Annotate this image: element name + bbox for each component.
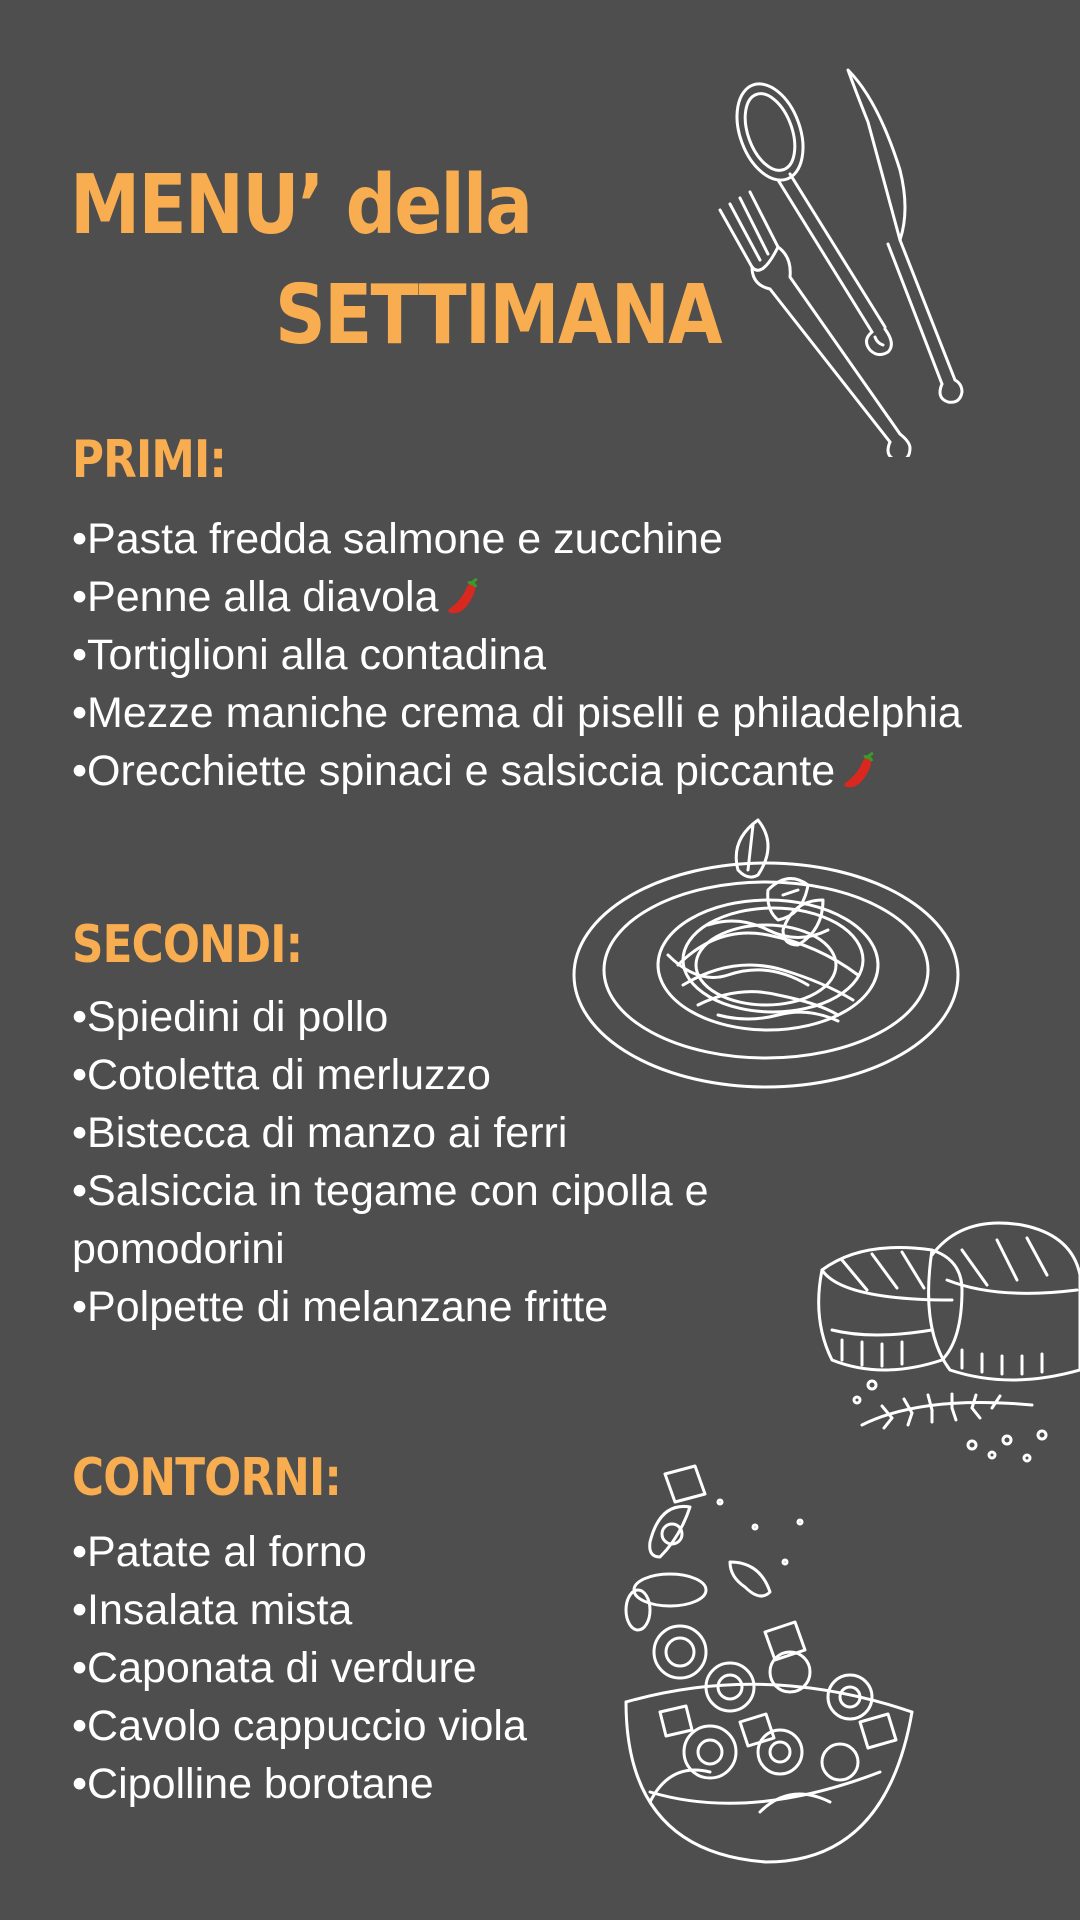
list-item — [72, 742, 962, 800]
chili-pepper-icon — [445, 577, 483, 617]
item-text: •Mezze maniche crema di piselli e philadelphia — [72, 689, 962, 737]
secondi-list — [72, 988, 772, 1336]
item-text: •Salsiccia in tegame con cipolla e pomodorini — [72, 1167, 709, 1273]
item-text: •Penne alla diavola — [72, 573, 439, 621]
steak-illustration — [812, 1220, 1080, 1470]
list-item — [72, 1581, 527, 1639]
list-item — [72, 1046, 772, 1104]
list-item — [72, 1523, 527, 1581]
menu-title-line-1: MENU’ della — [70, 158, 532, 253]
item-text: •Bistecca di manzo ai ferri — [72, 1109, 568, 1157]
list-item — [72, 626, 962, 684]
item-text: •Cipolline borotane — [72, 1760, 434, 1808]
list-item — [72, 1162, 772, 1278]
contorni-list — [72, 1523, 527, 1813]
list-item — [72, 510, 962, 568]
list-item — [72, 568, 962, 626]
cutlery-illustration — [700, 62, 990, 457]
primi-list — [72, 510, 962, 800]
list-item — [72, 684, 962, 742]
list-item — [72, 1278, 772, 1336]
item-text: •Orecchiette spinaci e salsiccia piccante — [72, 747, 836, 795]
item-text: •Spiedini di pollo — [72, 993, 389, 1041]
chili-pepper-icon — [841, 751, 879, 791]
list-item — [72, 1755, 527, 1813]
list-item — [72, 988, 772, 1046]
item-text: •Insalata mista — [72, 1586, 353, 1634]
item-text: •Cavolo cappuccio viola — [72, 1702, 527, 1750]
item-text: •Cotoletta di merluzzo — [72, 1051, 491, 1099]
salad-bowl-illustration — [620, 1462, 920, 1872]
item-text: •Patate al forno — [72, 1528, 367, 1576]
list-item — [72, 1697, 527, 1755]
section-heading-secondi: SECONDI: — [72, 915, 303, 975]
section-heading-contorni: CONTORNI: — [72, 1448, 342, 1508]
menu-title-line-2: SETTIMANA — [275, 268, 721, 363]
list-item — [72, 1104, 772, 1162]
item-text: •Caponata di verdure — [72, 1644, 477, 1692]
section-heading-primi: PRIMI: — [72, 430, 227, 490]
item-text: •Polpette di melanzane fritte — [72, 1283, 609, 1331]
item-text: •Pasta fredda salmone e zucchine — [72, 515, 723, 563]
item-text: •Tortiglioni alla contadina — [72, 631, 547, 679]
list-item — [72, 1639, 527, 1697]
